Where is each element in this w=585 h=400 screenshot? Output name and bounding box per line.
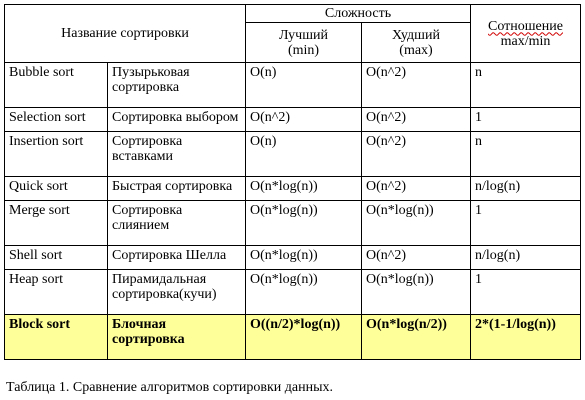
cell-worst: O(n^2): [362, 246, 471, 270]
cell-en-name: Insertion sort: [5, 132, 108, 177]
table-row: [5, 63, 581, 108]
cell-best: O(n*log(n)): [246, 246, 362, 270]
header-ratio-label: Сотношение: [488, 18, 563, 34]
cell-best: O(n): [246, 132, 362, 177]
cell-en-name: Bubble sort: [5, 63, 108, 108]
cell-en-name: Heap sort: [5, 270, 108, 315]
cell-en-name: Merge sort: [5, 201, 108, 246]
header-best: [246, 23, 362, 63]
table-row: [5, 270, 581, 315]
cell-best: O(n*log(n)): [246, 176, 362, 200]
cell-best: O((n/2)*log(n)): [246, 315, 362, 360]
cell-ratio: 1: [471, 107, 581, 131]
cell-ru-name: Пузырьковая сортировка: [108, 63, 246, 108]
cell-worst: O(n*log(n/2)): [362, 315, 471, 360]
cell-en-name: Shell sort: [5, 246, 108, 270]
cell-ru-name: Пирамидальная сортировка(кучи): [108, 270, 246, 315]
header-worst: [362, 23, 471, 63]
header-sort-name: Название сортировки: [5, 5, 246, 63]
cell-ru-name: Быстрая сортировка: [108, 176, 246, 200]
cell-best: O(n*log(n)): [246, 270, 362, 315]
cell-worst: O(n*log(n)): [362, 270, 471, 315]
cell-ratio: 1: [471, 201, 581, 246]
cell-ratio: n: [471, 132, 581, 177]
cell-best: O(n*log(n)): [246, 201, 362, 246]
cell-worst: O(n^2): [362, 107, 471, 131]
header-worst-sub: (max): [399, 42, 433, 58]
table-row: [5, 246, 581, 270]
table-row: [5, 107, 581, 131]
cell-best: O(n): [246, 63, 362, 108]
table-row: [5, 201, 581, 246]
header-best-label: Лучший: [279, 27, 328, 43]
cell-ru-name: Сортировка выбором: [108, 107, 246, 131]
header-worst-label: Худший: [392, 27, 440, 43]
cell-worst: O(n^2): [362, 63, 471, 108]
cell-ru-name: Сортировка Шелла: [108, 246, 246, 270]
cell-worst: O(n^2): [362, 132, 471, 177]
table-row: [5, 176, 581, 200]
cell-worst: O(n*log(n)): [362, 201, 471, 246]
cell-ratio: n/log(n): [471, 176, 581, 200]
cell-ratio: n/log(n): [471, 246, 581, 270]
cell-ratio: n: [471, 63, 581, 108]
cell-ratio: 1: [471, 270, 581, 315]
header-complexity: Сложность: [246, 5, 471, 23]
cell-en-name: Selection sort: [5, 107, 108, 131]
header-best-sub: (min): [287, 42, 320, 58]
table-row: [5, 132, 581, 177]
cell-best: O(n^2): [246, 107, 362, 131]
cell-ru-name: Сортировка вставками: [108, 132, 246, 177]
table-row-highlighted: [5, 315, 581, 360]
cell-en-name: Quick sort: [5, 176, 108, 200]
cell-en-name: Block sort: [5, 315, 108, 360]
cell-worst: O(n^2): [362, 176, 471, 200]
cell-ru-name: Блочная сортировка: [108, 315, 246, 360]
table-caption: Таблица 1. Сравнение алгоритмов сортировки данных.: [6, 380, 334, 395]
cell-ratio: 2*(1-1/log(n)): [471, 315, 581, 360]
sorting-comparison-table: [4, 4, 581, 360]
header-ratio: [471, 5, 581, 63]
header-ratio-sub: max/min: [500, 33, 551, 49]
cell-ru-name: Сортировка слиянием: [108, 201, 246, 246]
